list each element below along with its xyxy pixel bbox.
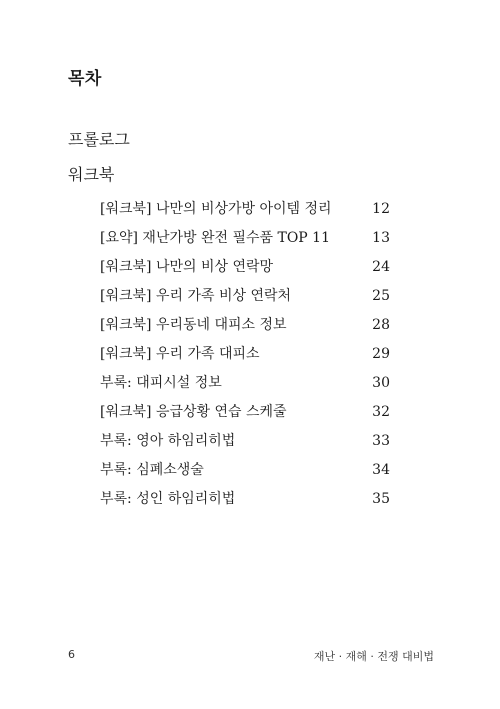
toc-entry-title: 부록: 심폐소생술 <box>100 462 204 478</box>
toc-entry-title: [워크북] 나만의 비상가방 아이템 정리 <box>100 201 332 217</box>
toc-entry <box>100 401 390 430</box>
toc-entry <box>100 372 390 401</box>
toc-entry-page-number: 33 <box>372 433 390 449</box>
toc-section-prologue: 프롤로그 <box>68 130 130 149</box>
toc-entry-page-number: 25 <box>372 288 390 304</box>
toc-entry-page-number: 13 <box>372 230 390 246</box>
toc-entry <box>100 488 390 517</box>
toc-section-workbook: 워크북 <box>68 165 115 184</box>
toc-entry <box>100 256 390 285</box>
toc-entry-page-number: 32 <box>372 404 390 420</box>
toc-entry-title: [워크북] 우리 가족 대피소 <box>100 346 260 362</box>
page-title: 목차 <box>68 69 102 89</box>
toc-entry-page-number: 12 <box>372 201 390 217</box>
toc-entry <box>100 343 390 372</box>
toc-entry-page-number: 24 <box>372 259 390 275</box>
toc-entry-title: [워크북] 우리 가족 비상 연락처 <box>100 288 292 304</box>
toc-entry <box>100 198 390 227</box>
toc-entry-title: [워크북] 나만의 비상 연락망 <box>100 259 274 275</box>
toc-entry <box>100 285 390 314</box>
toc-entry-title: 부록: 영아 하임리히법 <box>100 433 236 449</box>
toc-entry-list <box>100 198 390 517</box>
toc-entry-title: 부록: 대피시설 정보 <box>100 375 222 391</box>
toc-entry-page-number: 28 <box>372 317 390 333</box>
toc-entry-page-number: 34 <box>372 462 390 478</box>
toc-entry-title: [요약] 재난가방 완전 필수품 TOP 11 <box>100 230 330 246</box>
toc-entry <box>100 430 390 459</box>
toc-entry <box>100 227 390 256</box>
toc-entry-title: [워크북] 우리동네 대피소 정보 <box>100 317 287 333</box>
toc-entry-page-number: 30 <box>372 375 390 391</box>
toc-entry <box>100 314 390 343</box>
toc-entry <box>100 459 390 488</box>
toc-entry-page-number: 35 <box>372 491 390 507</box>
footer-page-number: 6 <box>68 648 75 661</box>
toc-entry-page-number: 29 <box>372 346 390 362</box>
toc-entry-title: [워크북] 응급상황 연습 스케줄 <box>100 404 287 420</box>
toc-entry-title: 부록: 성인 하임리히법 <box>100 491 236 507</box>
page-footer <box>68 648 434 664</box>
footer-running-title: 재난 · 재해 · 전쟁 대비법 <box>313 650 434 663</box>
